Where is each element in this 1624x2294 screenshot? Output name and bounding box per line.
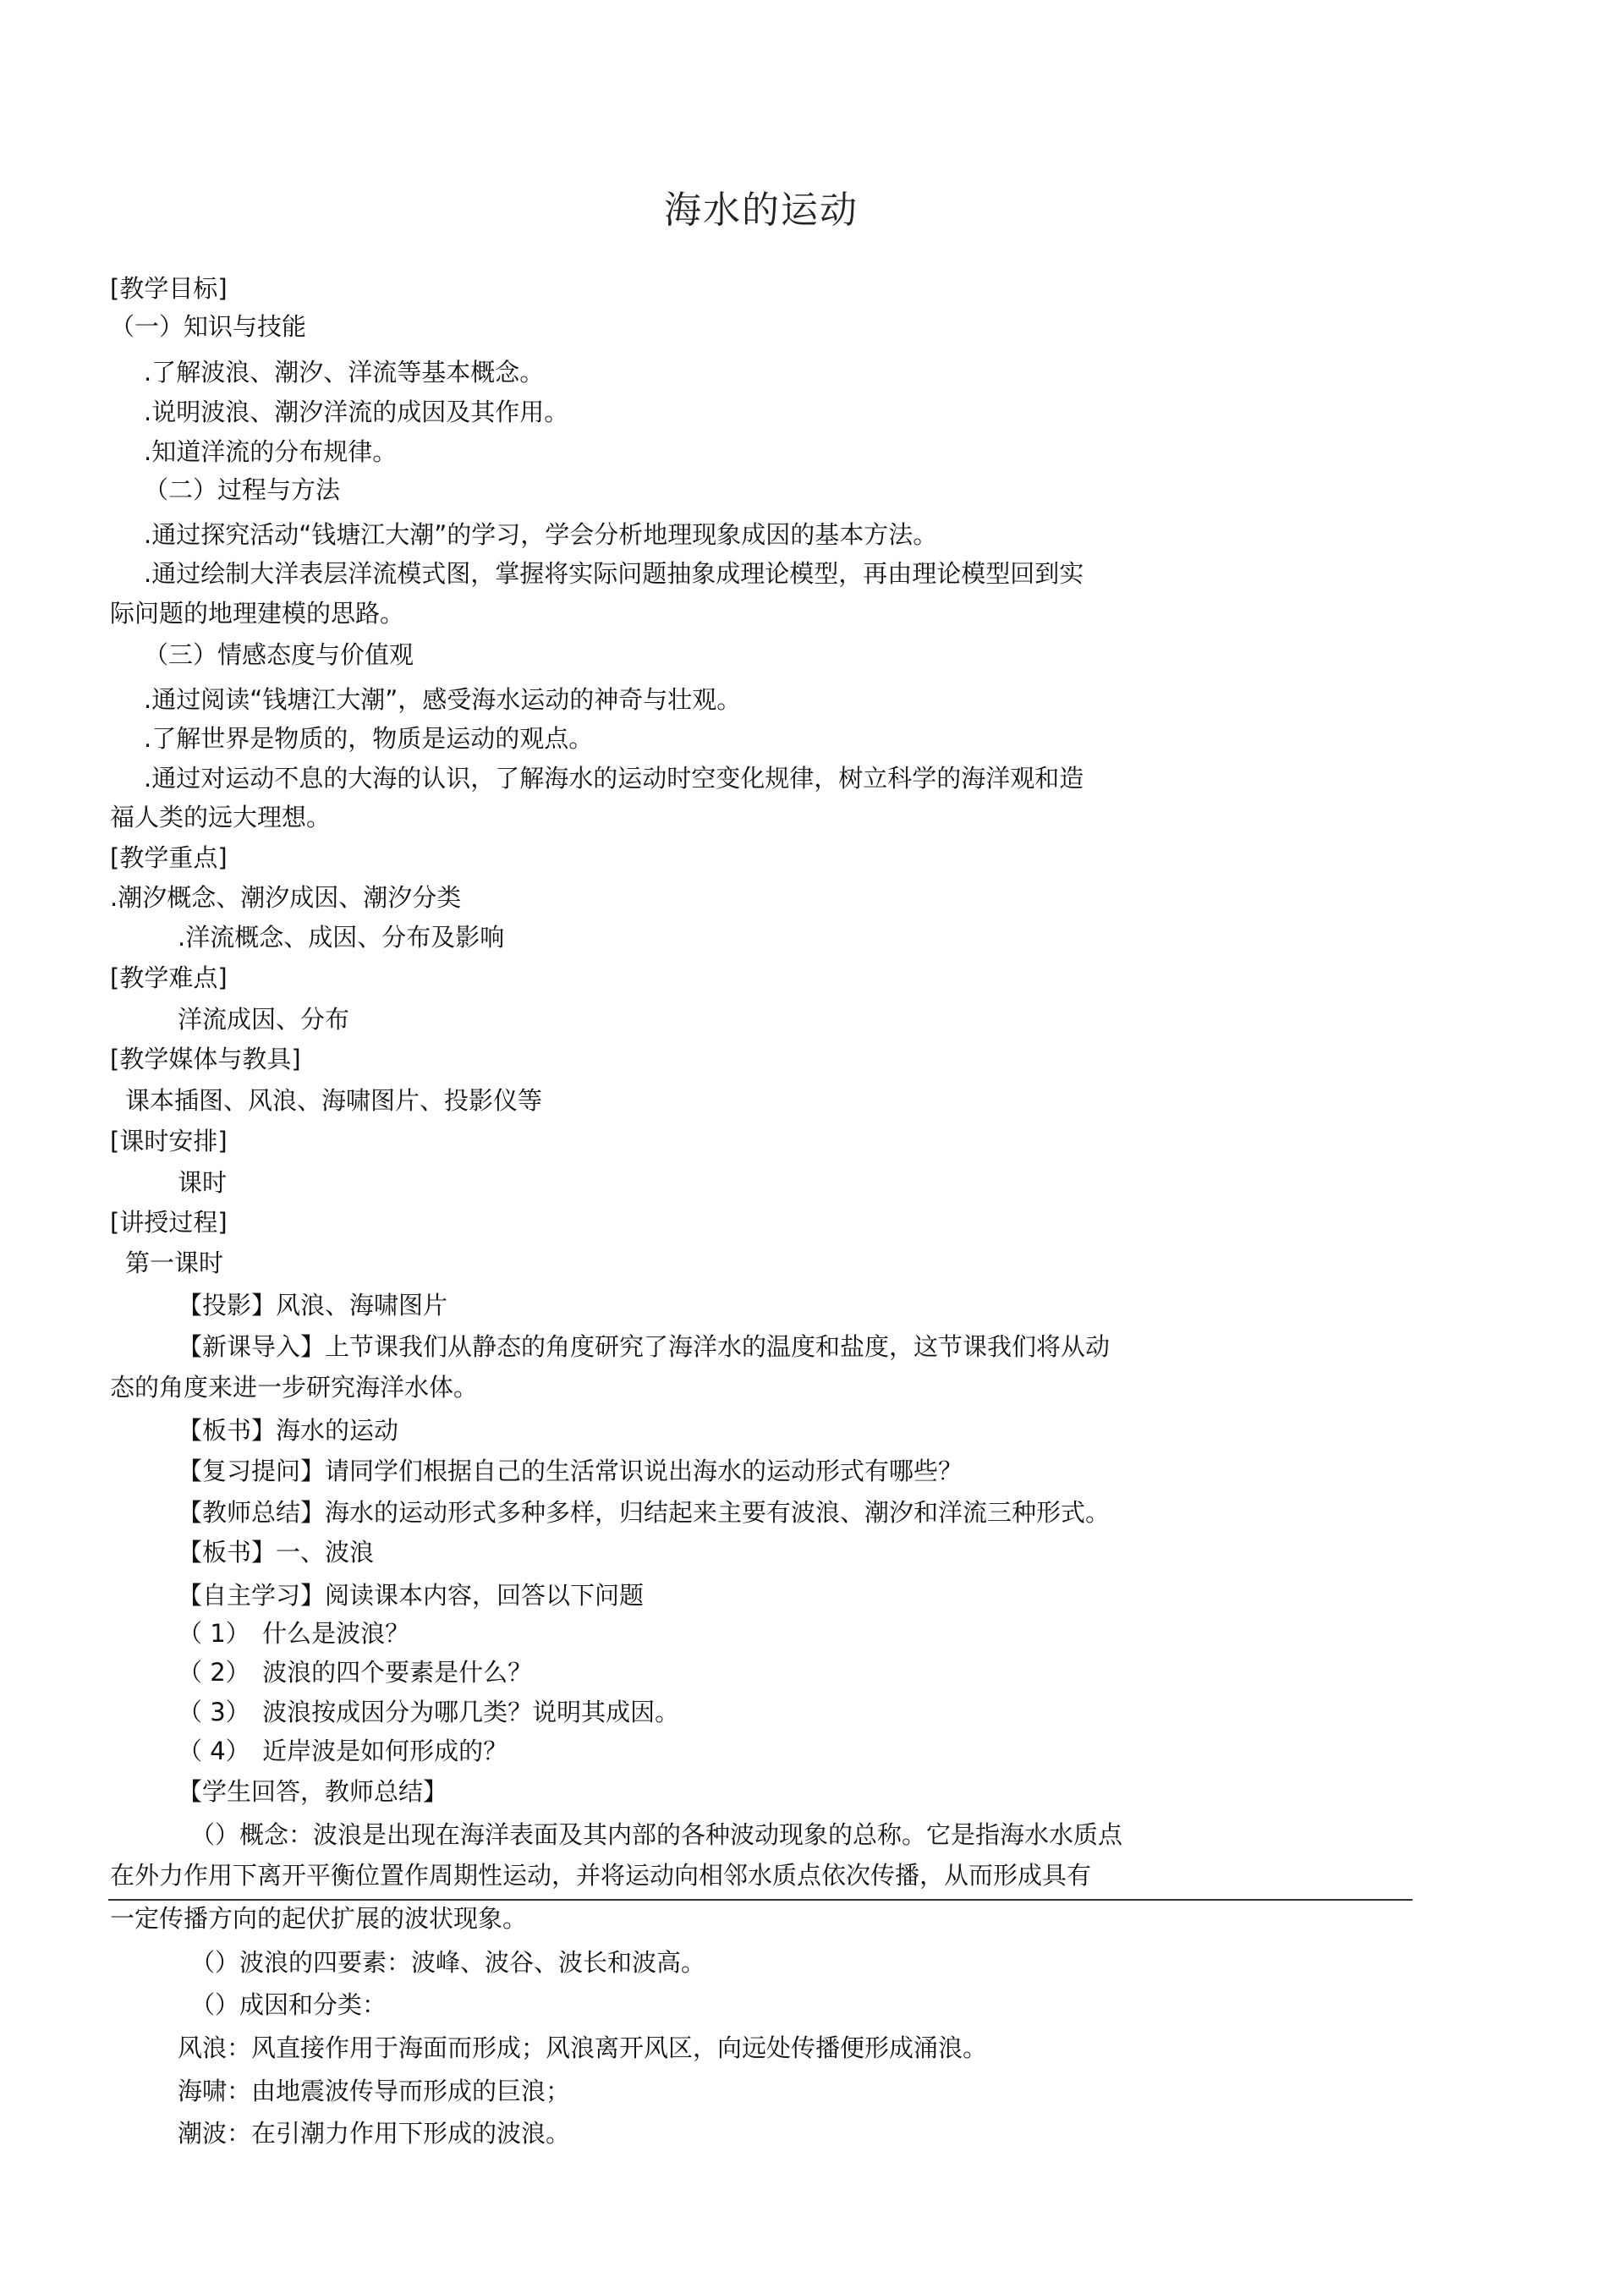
text-line: 【板书】海水的运动 xyxy=(178,1416,399,1445)
text-line: 【学生回答，教师总结】 xyxy=(178,1777,448,1806)
question-item: （ 4） 近岸波是如何形成的？ xyxy=(178,1737,508,1765)
question-item: （ 1） 什么是波浪？ xyxy=(178,1619,410,1648)
text-line: 态的角度来进一步研究海洋水体。 xyxy=(110,1373,479,1402)
text-line: 【教师总结】海水的运动形式多种多样，归结起来主要有波浪、潮汐和洋流三种形式。 xyxy=(178,1498,1111,1527)
question-item: （ 3） 波浪按成因分为哪几类？说明其成因。 xyxy=(178,1698,680,1726)
text-line: （）概念：波浪是出现在海洋表面及其内部的各种波动现象的总称。它是指海水水质点 xyxy=(190,1820,1123,1849)
text-line: .知道洋流的分布规律。 xyxy=(144,437,398,466)
text-line: .洋流概念、成因、分布及影响 xyxy=(178,923,505,952)
text-line: 在外力作用下离开平衡位置作周期性运动，并将运动向相邻水质点依次传播，从而形成具有 xyxy=(110,1861,1092,1890)
text-line: .通过阅读“钱塘江大潮”，感受海水运动的神奇与壮观。 xyxy=(144,685,742,714)
text-line: .通过绘制大洋表层洋流模式图，掌握将实际问题抽象成理论模型，再由理论模型回到实 xyxy=(144,559,1084,588)
text-line: 【自主学习】阅读课本内容，回答以下问题 xyxy=(178,1581,645,1610)
text-line: 课本插图、风浪、海啸图片、投影仪等 xyxy=(125,1086,543,1115)
section-heading-objectives: [教学目标] xyxy=(110,274,228,303)
subheading-attitude: （三）情感态度与价值观 xyxy=(144,640,414,669)
section-heading-difficulties: [教学难点] xyxy=(110,963,228,992)
text-line: 海啸：由地震波传导而形成的巨浪； xyxy=(178,2077,571,2105)
section-heading-schedule: [课时安排] xyxy=(110,1127,228,1155)
text-line: 第一课时 xyxy=(125,1249,224,1277)
section-heading-key-points: [教学重点] xyxy=(110,843,228,872)
section-heading-media: [教学媒体与教具] xyxy=(110,1045,301,1073)
text-line: .了解世界是物质的，物质是运动的观点。 xyxy=(144,724,594,753)
text-line: .说明波浪、潮汐洋流的成因及其作用。 xyxy=(144,398,569,426)
question-item: （ 2） 波浪的四个要素是什么？ xyxy=(178,1658,533,1687)
subheading-process: （二）过程与方法 xyxy=(144,475,341,504)
text-line: .通过探究活动“钱塘江大潮”的学习，学会分析地理现象成因的基本方法。 xyxy=(144,520,938,549)
text-line: .潮汐概念、潮汐成因、潮汐分类 xyxy=(110,883,462,912)
text-line: 【板书】一、波浪 xyxy=(178,1538,375,1567)
text-line: .了解波浪、潮汐、洋流等基本概念。 xyxy=(144,358,545,387)
text-line: 【投影】风浪、海啸图片 xyxy=(178,1291,448,1320)
text-line: 际问题的地理建模的思路。 xyxy=(110,599,405,628)
text-line: 【新课导入】上节课我们从静态的角度研究了海洋水的温度和盐度，这节课我们将从动 xyxy=(178,1332,1111,1361)
text-line: 【复习提问】请同学们根据自己的生活常识说出海水的运动形式有哪些？ xyxy=(178,1457,963,1485)
text-line: 福人类的远大理想。 xyxy=(110,803,332,831)
subheading-knowledge: （一）知识与技能 xyxy=(110,312,307,341)
text-line: 课时 xyxy=(178,1168,228,1197)
text-line: （）波浪的四要素：波峰、波谷、波长和波高。 xyxy=(190,1948,706,1977)
text-line: （）成因和分类： xyxy=(190,1990,387,2019)
document-title: 海水的运动 xyxy=(664,189,859,232)
text-line: 潮波：在引潮力作用下形成的波浪。 xyxy=(178,2119,571,2148)
text-line: 洋流成因、分布 xyxy=(178,1005,350,1034)
text-line: .通过对运动不息的大海的认识，了解海水的运动时空变化规律，树立科学的海洋观和造 xyxy=(144,764,1084,793)
text-line: 一定传播方向的起伏扩展的波状现象。 xyxy=(110,1904,528,1933)
section-heading-process: [讲授过程] xyxy=(110,1208,228,1237)
horizontal-rule xyxy=(108,1899,1413,1901)
text-line: 风浪：风直接作用于海面而形成；风浪离开风区，向远处传播便形成涌浪。 xyxy=(178,2033,988,2062)
